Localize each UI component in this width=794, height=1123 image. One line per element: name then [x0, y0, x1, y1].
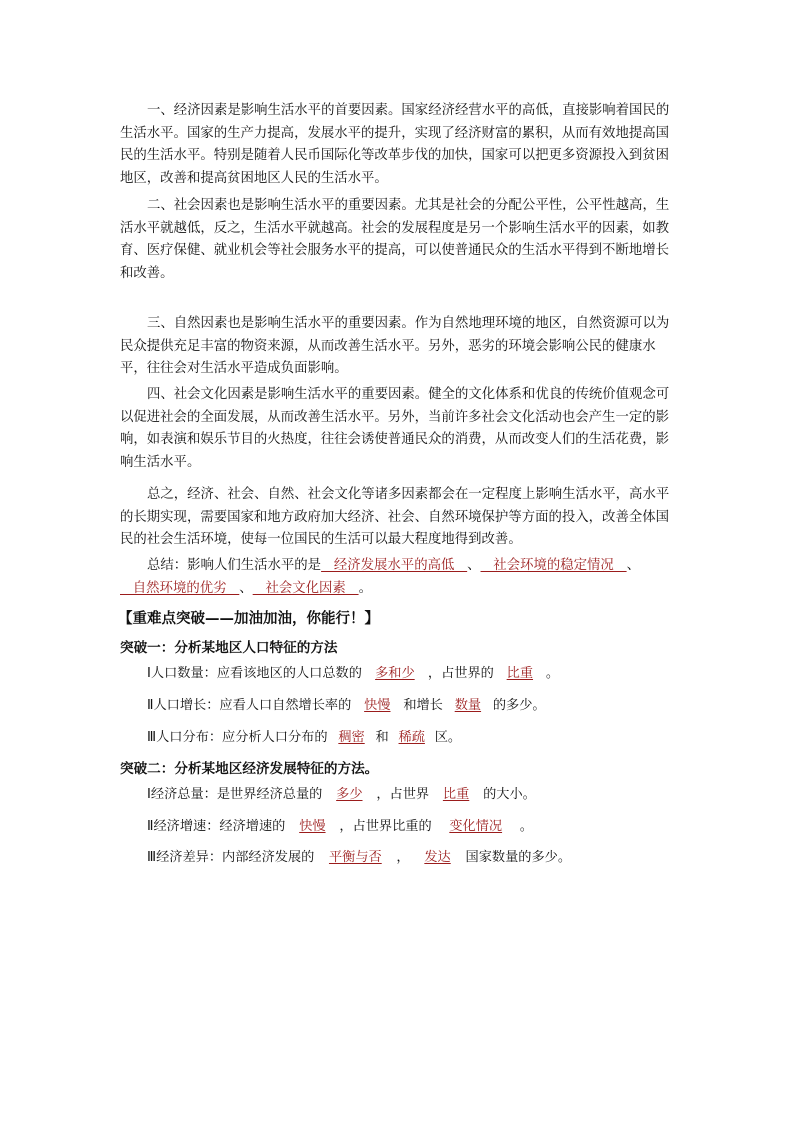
line-text: 的多少。 — [492, 698, 546, 713]
answer-blank: 稀疏 — [398, 730, 425, 745]
answer-economic-level: 经济发展水平的高低 — [321, 558, 468, 573]
summary-separator: 、 — [239, 580, 253, 596]
answer-social-culture: 社会文化因素 — [252, 580, 359, 596]
summary-prefix: 总结：影响人们生活水平的是 — [147, 558, 322, 573]
population-growth-line — [147, 694, 546, 713]
summary-separator: 、 — [467, 558, 481, 573]
answer-blank: 快慢 — [364, 698, 391, 713]
answer-blank: 变化情况 — [449, 819, 503, 834]
line-text: Ⅲ人口分布：应分析人口分布的 — [147, 730, 328, 745]
answer-blank: 发达 — [424, 850, 451, 865]
answer-blank: 比重 — [442, 787, 470, 802]
summary-separator: 、 — [626, 558, 640, 573]
line-text: 国家数量的多少。 — [465, 850, 572, 865]
paragraph-social: 二、社会因素也是影响生活水平的重要因素。尤其是社会的分配公平性，公平性越高，生活水平就越低，反之，生活水平就越高。社会的发展程度是另一个影响生活水平的因素，如教育、医疗保健、就业机会等社会服务水平的提高，可以使普通民众的生活水平得到不断地增长和改善。 — [120, 198, 670, 281]
answer-blank: 快慢 — [299, 819, 326, 834]
summary-end: 。 — [358, 580, 372, 596]
line-text: Ⅰ人口数量：应看该地区的人口总数的 — [147, 666, 362, 681]
answer-blank: 稠密 — [338, 730, 365, 745]
line-text: 。 — [545, 666, 560, 681]
breakthrough-two-title: 突破二：分析某地区经济发展特征的方法。 — [120, 761, 379, 777]
economic-volume-line — [147, 783, 536, 802]
line-text: 和 — [375, 730, 389, 745]
line-text: 。 — [519, 819, 533, 834]
line-text: ，占世界比重的 — [339, 819, 432, 834]
paragraph-economic: 一、经济因素是影响生活水平的首要因素。国家经济经营水平的高低，直接影响着国民的生活水平。国家的生产力提高，发展水平的提升，实现了经济财富的累积，从而有效地提高国民的生活水平。特别是随着人民币国际化等改革步伐的加快，国家可以把更多资源投入到贫困地区，改善和提高贫困地区人民的生活水平。 — [120, 103, 670, 186]
line-text: 的大小。 — [483, 787, 536, 802]
line-text: 区。 — [434, 730, 462, 745]
answer-natural-environment: 自然环境的优劣 — [120, 580, 240, 596]
section-title: 【重难点突破——加油加油，你能行！】 — [118, 611, 379, 627]
answer-blank: 多和少 — [375, 666, 415, 681]
line-text: ，占世界的 — [427, 666, 494, 681]
population-size-line — [147, 662, 559, 681]
answer-blank: 数量 — [454, 698, 482, 713]
breakthrough-one-title: 突破一：分析某地区人口特征的方法 — [120, 640, 338, 656]
line-text: Ⅱ经济增速：经济增速的 — [147, 819, 286, 834]
answer-blank: 比重 — [506, 666, 534, 681]
economic-difference-line — [147, 846, 571, 865]
population-distribution-line — [147, 726, 461, 745]
line-text: ， — [396, 850, 410, 865]
line-text: 和增长 — [403, 698, 443, 713]
line-text: Ⅰ经济总量：是世界经济总量的 — [147, 787, 323, 802]
line-text: ，占世界 — [376, 787, 430, 802]
line-text: Ⅱ人口增长：应看人口自然增长率的 — [147, 698, 352, 713]
paragraph-culture: 四、社会文化因素是影响生活水平的重要因素。健全的文化体系和优良的传统价值观念可以促进社会的全面发展，从而改善生活水平。另外，当前许多社会文化活动也会产生一定的影响，如表演和娱乐节目的火热度，往往会诱使普通民众的消费，从而改变人们的生活花费，影响生活水平。 — [120, 387, 670, 470]
answer-blank: 多少 — [336, 787, 363, 802]
paragraph-natural: 三、自然因素也是影响生活水平的重要因素。作为自然地理环境的地区，自然资源可以为民众提供充足丰富的物资来源，从而改善生活水平。另外，恶劣的环境会影响公民的健康水平，往往会对生活水平造成负面影响。 — [120, 316, 670, 376]
answer-social-stability: 社会环境的稳定情况 — [480, 558, 627, 573]
summary-line — [120, 555, 680, 600]
line-text: Ⅲ经济差异：内部经济发展的 — [147, 850, 315, 865]
paragraph-conclusion: 总之，经济、社会、自然、社会文化等诸多因素都会在一定程度上影响生活水平，高水平的长期实现，需要国家和地方政府加大经济、社会、自然环境保护等方面的投入，改善全体国民的社会生活环境，使每一位国民的生活可以最大程度地得到改善。 — [120, 487, 670, 547]
answer-blank: 平衡与否 — [328, 850, 382, 865]
economic-growth-line — [147, 815, 533, 834]
